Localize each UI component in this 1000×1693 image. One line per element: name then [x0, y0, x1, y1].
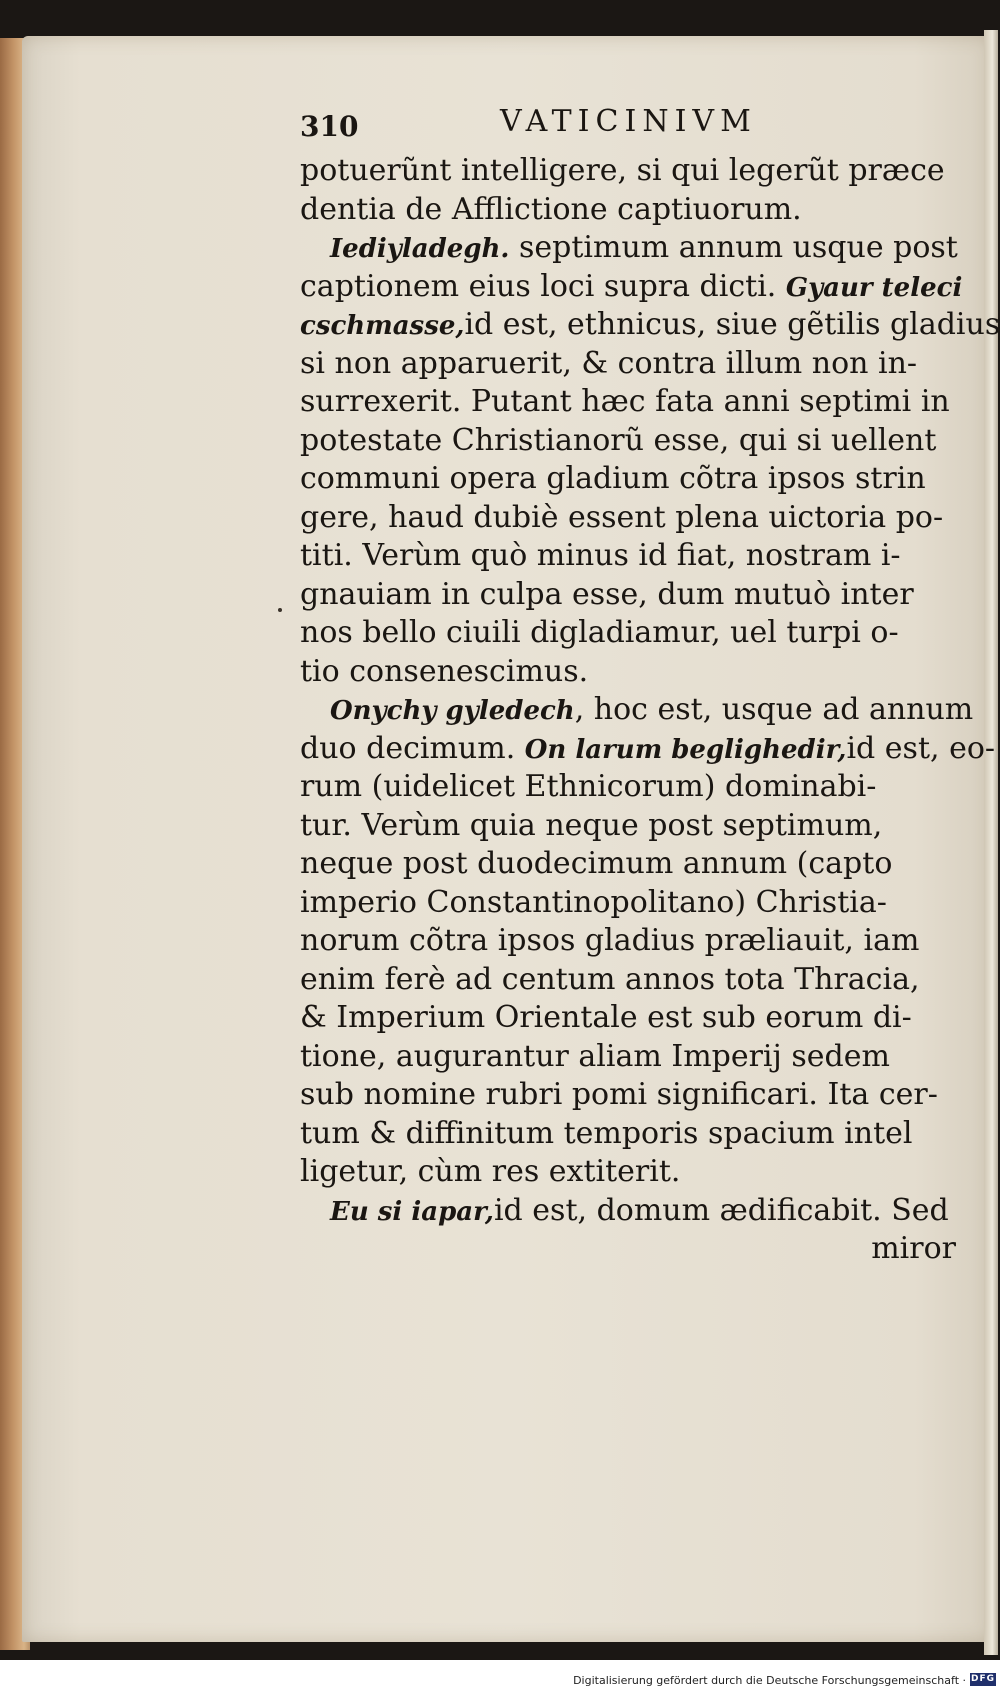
- text-line: duo decimum. On larum beglighedir,id est, eo-: [300, 730, 996, 766]
- text-line: neque post duodecimum annum (capto: [300, 846, 893, 881]
- turkish-term: cschmasse,: [300, 311, 465, 341]
- text-line: si non apparuerit, & contra illum non in-: [300, 345, 918, 381]
- footer: [0, 1670, 1000, 1693]
- text-line: titi. Verùm quò minus id fiat, nostram i-: [300, 538, 901, 573]
- text-line: imperio Constantinopolitano) Christia-: [300, 884, 887, 920]
- dfg-logo-icon: DFG: [970, 1674, 995, 1684]
- text-line: tio consenescimus.: [300, 653, 589, 689]
- page-header: [300, 100, 980, 152]
- text-line: captionem eius loci supra dicti. Gyaur teleci: [300, 268, 963, 304]
- turkish-term: Gyaur teleci: [785, 272, 963, 303]
- text-line: Iediyladegh. septimum annum usque post: [330, 230, 958, 265]
- text-line: Onychy gyledech, hoc est, usque ad annum: [330, 692, 974, 727]
- running-title: VATICINIVM: [500, 104, 757, 139]
- catchword: miror: [871, 1231, 956, 1266]
- turkish-term: Iediyladegh.: [330, 234, 510, 264]
- text-line: rum (uidelicet Ethnicorum) dominabi-: [300, 769, 877, 804]
- text-line: nos bello ciuili digladiamur, uel turpi o-: [300, 615, 899, 650]
- text-line: Eu si iapar,id est, domum ædificabit. Sed: [330, 1192, 949, 1228]
- page-text: [300, 100, 1000, 1269]
- text-line: potestate Christianorũ esse, qui si uellent: [300, 422, 937, 458]
- text-line: gere, haud dubiè essent plena uictoria po-: [300, 499, 944, 535]
- text-line: dentia de Afflictione captiuorum.: [300, 191, 802, 227]
- text-line: enim ferè ad centum annos tota Thracia,: [300, 961, 920, 997]
- page-edge-right: [984, 30, 998, 1655]
- text-line: tione, augurantur aliam Imperij sedem: [300, 1038, 890, 1074]
- text-line: cschmasse,id est, ethnicus, siue gẽtilis gladius: [300, 307, 1000, 342]
- text-line: gnauiam in culpa esse, dum mutuò inter: [300, 576, 914, 612]
- text-line: ligetur, cùm res extiterit.: [300, 1154, 681, 1189]
- text-line: surrexerit. Putant hæc fata anni septimi in: [300, 384, 950, 419]
- turkish-term: Onychy gyledech: [330, 696, 575, 726]
- turkish-term: On larum beglighedir,: [524, 734, 847, 765]
- page-number: 310: [300, 110, 359, 143]
- text-line: norum cõtra ipsos gladius præliauit, iam: [300, 923, 920, 958]
- text-line: sub nomine rubri pomi significari. Ita cer-: [300, 1077, 938, 1112]
- text-line: communi opera gladium cõtra ipsos strin: [300, 461, 926, 496]
- text-line: potuerũnt intelligere, si qui legerũt præce: [300, 153, 945, 188]
- ink-speck: [278, 608, 282, 612]
- text-line: tum & diffinitum temporis spacium intel: [300, 1115, 913, 1151]
- turkish-term: Eu si iapar,: [330, 1196, 494, 1227]
- digitization-credit: Digitalisierung gefördert durch die Deutsche Forschungsgemeinschaft ·: [573, 1674, 966, 1687]
- text-line: tur. Verùm quia neque post septimum,: [300, 807, 883, 843]
- text-line: & Imperium Orientale est sub eorum di-: [300, 1000, 912, 1035]
